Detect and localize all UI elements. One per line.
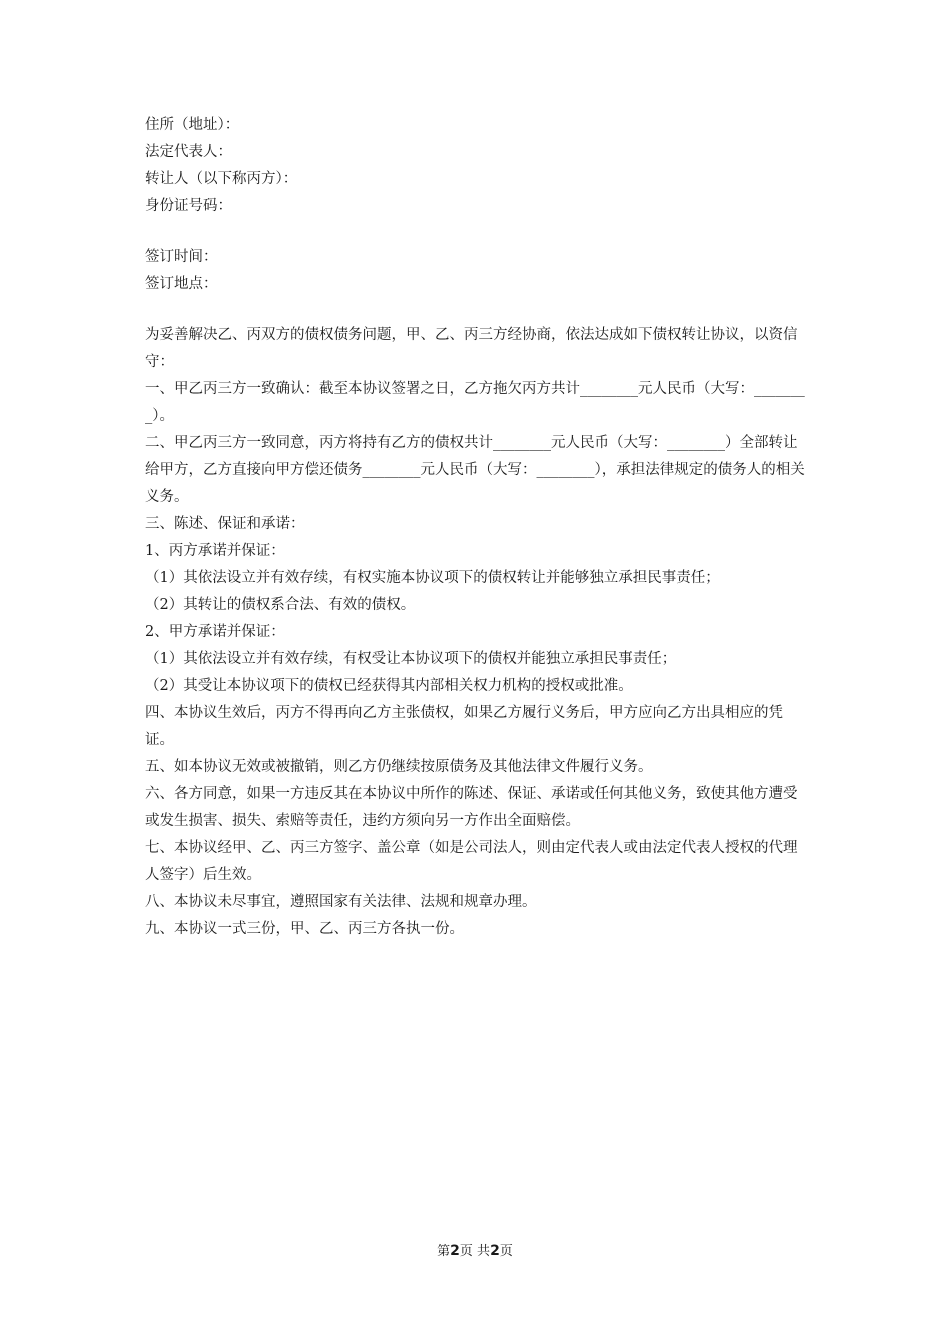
clause-3-2-item-2: （2）其受让本协议项下的债权已经获得其内部相关权力机构的授权或批准。	[145, 678, 633, 694]
current-page-number: 2	[450, 1243, 460, 1259]
clause-3-1-item-1: （1）其依法设立并有效存续，有权实施本协议项下的债权转让并能够独立承担民事责任；	[145, 570, 720, 586]
clause-5: 五、如本协议无效或被撤销，则乙方仍继续按原债务及其他法律文件履行义务。	[145, 759, 653, 775]
signing-time-field: 签订时间：	[145, 249, 218, 265]
transferor-field: 转让人（以下称丙方）：	[145, 171, 298, 187]
clause-1: 一、甲乙丙三方一致确认：截至本协议签署之日，乙方拖欠丙方共计________元人民币（大写：________）。	[145, 381, 805, 424]
clause-3-2-item-1: （1）其依法设立并有效存续，有权受让本协议项下的债权并能独立承担民事责任；	[145, 651, 677, 667]
spacer	[145, 220, 810, 244]
footer-middle: 页 共	[459, 1244, 491, 1259]
id-number-field: 身份证号码：	[145, 198, 232, 214]
clause-8: 八、本协议未尽事宜，遵照国家有关法律、法规和规章办理。	[145, 894, 537, 910]
clause-3-1-heading: 1、丙方承诺并保证：	[145, 543, 285, 559]
clause-9: 九、本协议一式三份，甲、乙、丙三方各执一份。	[145, 921, 464, 937]
clause-6: 六、各方同意，如果一方违反其在本协议中所作的陈述、保证、承诺或任何其他义务，致使其他方遭受或发生损害、损失、索赔等责任，违约方须向另一方作出全面赔偿。	[145, 786, 798, 829]
spacer	[145, 298, 810, 322]
clause-3-2-heading: 2、甲方承诺并保证：	[145, 624, 285, 640]
clause-3-1-item-2: （2）其转让的债权系合法、有效的债权。	[145, 597, 416, 613]
address-field: 住所（地址）：	[145, 117, 240, 133]
clause-7: 七、本协议经甲、乙、丙三方签字、盖公章（如是公司法人，则由定代表人或由法定代表人授权的代理人签字）后生效。	[145, 840, 798, 883]
footer-suffix: 页	[499, 1244, 513, 1259]
clause-2: 二、甲乙丙三方一致同意，丙方将持有乙方的债权共计________元人民币（大写：________）全部转让给甲方，乙方直接向甲方偿还债务________元人民币（大写：________），承担法律规定的债务人的相关义务。	[145, 435, 805, 505]
footer-prefix: 第	[437, 1244, 451, 1259]
preamble-paragraph: 为妥善解决乙、丙双方的债权债务问题，甲、乙、丙三方经协商，依法达成如下债权转让协议，以资信守：	[145, 327, 798, 370]
total-page-count: 2	[490, 1243, 500, 1259]
clause-3-heading: 三、陈述、保证和承诺：	[145, 516, 305, 532]
page-footer	[0, 1242, 950, 1261]
document-body	[145, 112, 810, 943]
signing-place-field: 签订地点：	[145, 276, 218, 292]
legal-representative-field: 法定代表人：	[145, 144, 232, 160]
clause-4: 四、本协议生效后，丙方不得再向乙方主张债权，如果乙方履行义务后，甲方应向乙方出具相应的凭证。	[145, 705, 783, 748]
